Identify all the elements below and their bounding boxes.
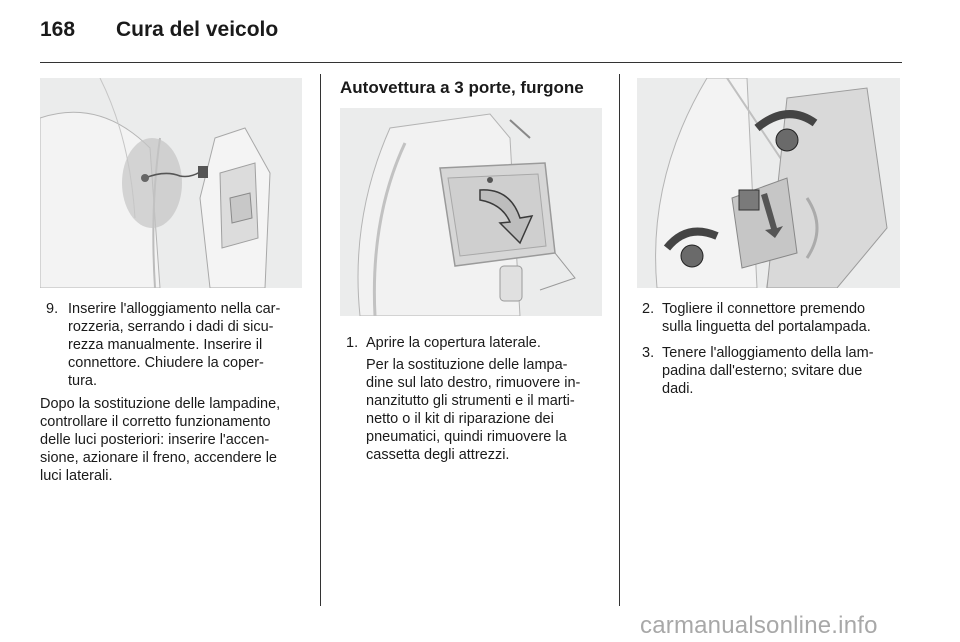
step-subline: dine sul lato destro, rimuovere in-	[366, 375, 581, 391]
step-line: Togliere il connettore premendo	[662, 301, 866, 317]
step-subline: Per la sostituzione delle lampa-	[366, 357, 568, 373]
illustration-lamp-nuts-removal	[637, 78, 900, 288]
watermark: carmanualsonline.info	[640, 612, 878, 639]
step-line: tura.	[68, 373, 98, 389]
column-divider-right	[619, 74, 620, 606]
step-line: Inserire l'alloggiamento nella car-	[68, 301, 281, 317]
step-number: 9.	[46, 301, 59, 317]
step-line: Tenere l'alloggiamento della lam-	[662, 345, 874, 361]
step-subline: cassetta degli attrezzi.	[366, 447, 510, 463]
step-line: Aprire la copertura laterale.	[366, 335, 541, 351]
step-number: 2.	[642, 301, 655, 317]
step-1	[346, 334, 611, 464]
paragraph-line: Dopo la sostituzione delle lampadine,	[40, 396, 281, 412]
step-line: padina dall'esterno; svitare due	[662, 363, 863, 379]
step-line: rozzeria, serrando i dadi di sicu-	[68, 319, 274, 335]
step-3	[642, 344, 904, 402]
illustration-tail-lamp-housing	[40, 78, 302, 288]
step-number: 1.	[346, 335, 359, 351]
page-title: Cura del veicolo	[116, 18, 279, 41]
paragraph-line: controllare il corretto funzionamento	[40, 414, 271, 430]
paragraph-line: sione, azionare il freno, accendere le	[40, 450, 277, 466]
step-subline: pneumatici, quindi rimuovere la	[366, 429, 567, 445]
step-line: sulla linguetta del portalampada.	[662, 319, 871, 335]
header-rule	[40, 62, 902, 63]
step-2	[642, 300, 904, 340]
step-line: connettore. Chiudere la coper-	[68, 355, 264, 371]
step-9	[46, 300, 306, 390]
step-line: rezza manualmente. Inserire il	[68, 337, 263, 353]
paragraph-line: delle luci posteriori: inserire l'accen-	[40, 432, 270, 448]
paragraph-tail-lights-check	[40, 395, 310, 485]
page-header	[40, 18, 278, 48]
paragraph-line: luci laterali.	[40, 468, 113, 484]
column-divider-left	[320, 74, 321, 606]
page-number: 168	[40, 18, 76, 41]
illustration-side-cover-open	[340, 108, 602, 316]
step-number: 3.	[642, 345, 655, 361]
step-subline: netto o il kit di riparazione dei	[366, 411, 554, 427]
step-line: dadi.	[662, 381, 694, 397]
section-heading: Autovettura a 3 porte, furgone	[340, 78, 584, 97]
step-subline: nanzitutto gli strumenti e il marti-	[366, 393, 575, 409]
